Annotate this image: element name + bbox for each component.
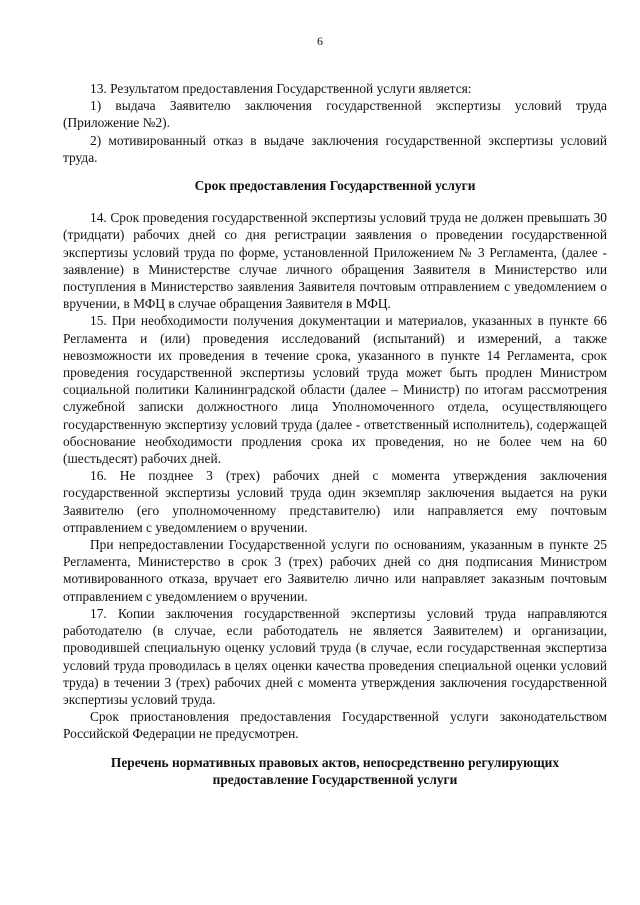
paragraph: 13. Результатом предоставления Государственной услуги является: [90,81,472,96]
paragraph: 14. Срок проведения государственной экспертизы условий труда не должен превышать 30 (тридцати) рабочих дней со дня регистрации заявления о проведении государственной экспертизы условий труда по форме, установленной Приложением № 3 Регламента, (далее - заявление) в Министерстве случае личного обращения Заявителя в Министерство или поступления в Министерство заявления Заявителя почтовым отправлением с уведомлением о вручении, в МФЦ в случае обращения Заявителя в МФЦ. [63,210,607,312]
section-heading: Срок предоставления Государственной услуги [194,178,476,194]
page-number: 6 [317,34,323,48]
paragraph: Срок приостановления предоставления Государственной услуги законодательством Российской Федерации не предусмотрен. [63,709,607,742]
paragraph: 2) мотивированный отказ в выдаче заключения государственной экспертизы условий труда. [63,132,607,165]
section-heading: Перечень нормативных правовых актов, непосредственно регулирующих предоставление Государственной услуги [110,754,560,787]
paragraph: 1) выдача Заявителю заключения государственной экспертизы условий труда (Приложение №2). [63,98,607,131]
paragraph: 16. Не позднее 3 (трех) рабочих дней с момента утверждения заключения государственной экспертизы условий труда один экземпляр заключения выдается на руки Заявителю (его уполномоченному представителю) или направляется ему почтовым отправлением с уведомлением о вручении. [63,468,607,535]
paragraph: 17. Копии заключения государственной экспертизы условий труда направляются работодателю (в случае, если работодатель не является Заявителем) и организации, проводившей специальную оценку условий труда (в случае, если государственная экспертиза условий труда проводилась в целях оценки качества проведения специальной оценки условий труда) в течении 3 (трех) рабочих дней с момента утверждения заключения государственной экспертизы условий труда. [63,605,607,707]
paragraph: 15. При необходимости получения документации и материалов, указанных в пункте 66 Регламента и (или) проведения исследований (испытаний) и измерений, а также невозможности их проведения в течение срока, указанного в пункте 14 Регламента, срок проведения государственной экспертизы условий труда может быть продлен Министром социальной политики Калининградской области (далее – Министр) по итогам рассмотрения служебной записки должностного лица Уполномоченного отдела, осуществляющего государственную экспертизу условий труда (далее - ответственный исполнитель), содержащей обоснование необходимости продления срока их проведения, но не более чем на 60 (шестьдесят) рабочих дней. [63,313,607,467]
paragraph: При непредоставлении Государственной услуги по основаниям, указанным в пункте 25 Регламента, Министерство в срок 3 (трех) рабочих дней со дня подписания Министром мотивированного отказа, вручает его Заявителю лично или направляет заказным почтовым отправлением с уведомлением о вручении. [63,537,607,604]
document-body [63,80,607,788]
